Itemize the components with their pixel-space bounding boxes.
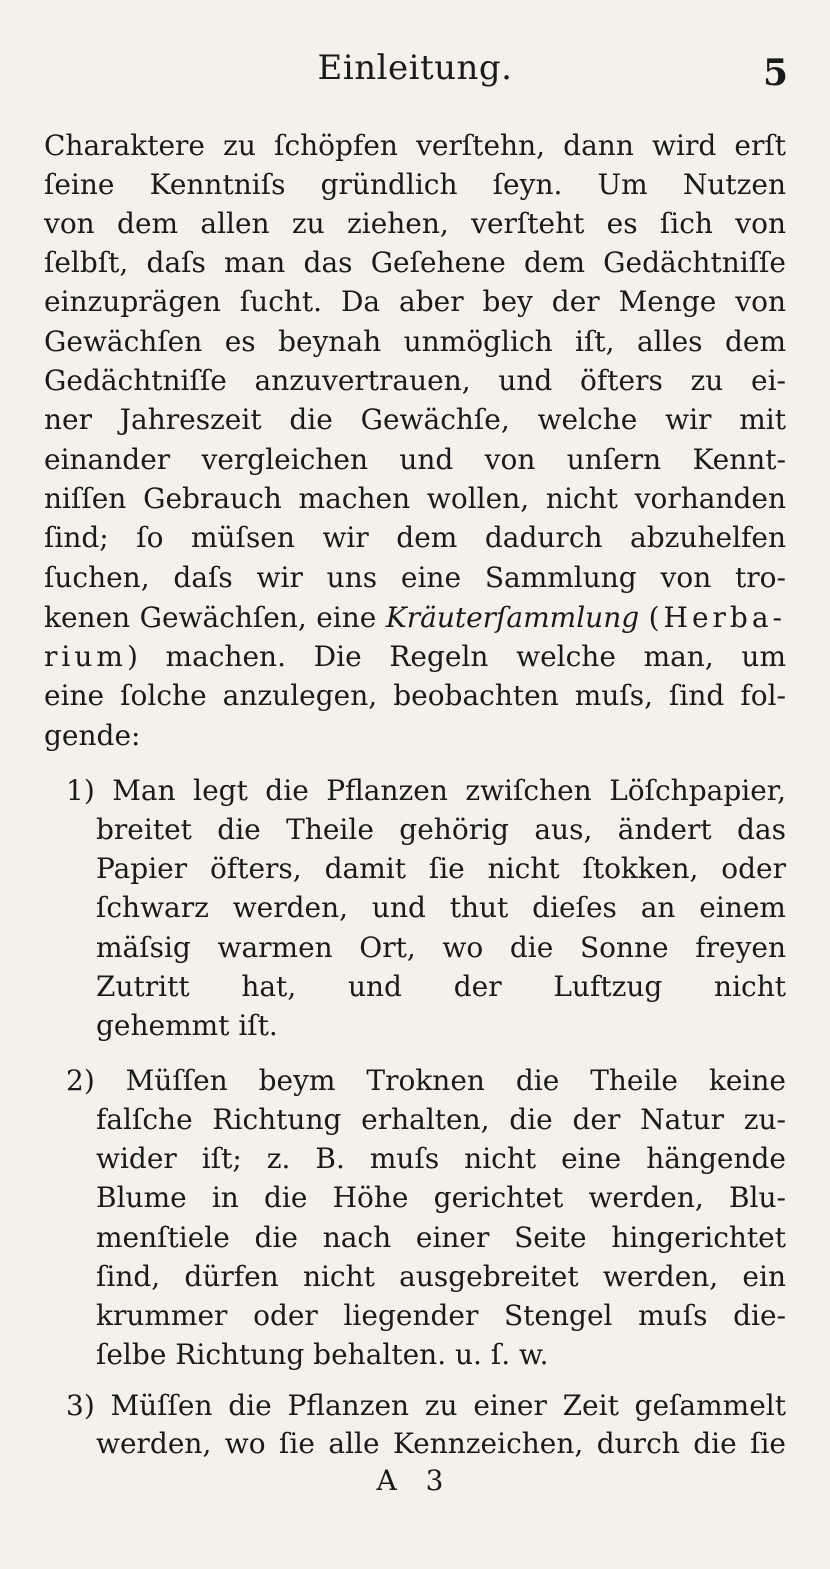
text-line [44,598,786,638]
text-line: ſind; ſo müſsen wir dem dadurch abzuhelfen [44,521,786,554]
rule-1-line: ſchwarz werden, und thut dieſes an einem [96,891,786,924]
rule-3-line: 3) Müſſen die Pflanzen zu einer Zeit geſammelt [66,1389,786,1422]
rule-2-line: ſind, dürfen nicht ausgebreitet werden, ein [96,1260,786,1293]
text-line: ſelbſt, daſs man das Geſehene dem Gedächtniſſe [44,246,786,279]
rule-1-line: breitet die Theile gehörig aus, ändert das [96,813,786,846]
spaced-term: rium [44,640,127,673]
rule-2-line: 2) Müſſen beym Troknen die Theile keine [66,1064,786,1097]
text-line: niſſen Gebrauch machen wollen, nicht vorhanden [44,482,786,515]
text-line: Gewächſen es beynah unmöglich iſt, alles dem [44,325,786,358]
page-number: 5 [762,52,788,94]
text-line: einzuprägen ſucht. Da aber bey der Menge von [44,285,786,318]
text-line: Gedächtniſſe anzuvertrauen, und öfters zu ei- [44,364,786,397]
text-segment: kenen Gewächſen, eine [44,601,377,634]
text-line: ner Jahreszeit die Gewächſe, welche wir mit [44,403,786,436]
rule-1-line: Papier öfters, damit ſie nicht ſtokken, oder [96,852,786,885]
text-line: ſuchen, daſs wir uns eine Sammlung von tro- [44,561,786,594]
rule-1-line: gehemmt iſt. [96,1009,278,1042]
rule-2-line: ſelbe Richtung behalten. u. ſ. w. [96,1338,549,1371]
rule-1-line: Zutritt hat, und der Luftzug nicht [96,970,786,1003]
rule-2-line: Blume in die Höhe gerichtet werden, Blu- [96,1181,786,1214]
rule-3-line: werden, wo ſie alle Kennzeichen, durch die ſie [96,1427,786,1460]
running-header: Einleitung. [317,48,513,88]
text-line: ſeine Kenntniſs gründlich ſeyn. Um Nutzen [44,168,786,201]
text-line: Charaktere zu ſchöpfen verſtehn, dann wird erſt [44,129,786,162]
rule-2-line: menſtiele die nach einer Seite hingerichtet [96,1221,786,1254]
rule-2-line: krummer oder liegender Stengel muſs die- [96,1299,786,1332]
text-line: gende: [44,719,141,752]
spaced-term: (Herba- [648,601,786,634]
text-line: von dem allen zu ziehen, verſteht es ſich von [44,207,786,240]
text-segment: ) machen. Die Regeln welche man, um [126,640,786,673]
text-line: eine ſolche anzulegen, beobachten muſs, ſind fol- [44,679,786,712]
italic-term: Kräuterſammlung [385,601,640,634]
rule-2-line: wider iſt; z. B. muſs nicht eine hängende [96,1142,786,1175]
rule-2-line: falſche Richtung erhalten, die der Natur zu- [96,1103,786,1136]
rule-1-line: mäſsig warmen Ort, wo die Sonne freyen [96,931,786,964]
rule-1-line: 1) Man legt die Pflanzen zwiſchen Löſchpapier, [66,774,786,807]
text-line: einander vergleichen und von unſern Kennt- [44,443,786,476]
text-line [44,637,786,677]
signature-mark: A 3 [376,1464,454,1497]
